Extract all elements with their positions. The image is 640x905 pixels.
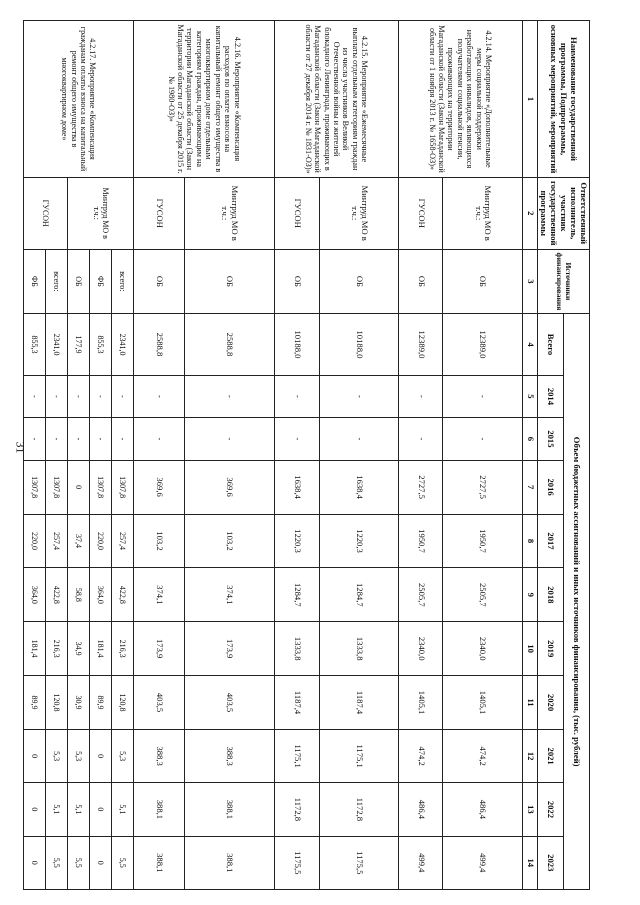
funding-source: всего: [46,249,68,314]
year-header: 2019 [537,622,563,676]
funding-value: - [90,418,112,461]
funding-value: 5,3 [68,729,90,782]
column-number: 4 [522,314,537,375]
executor: Минтруд МО в т.ч.: [184,178,274,250]
funding-value: 1405,1 [443,676,522,730]
funding-value: 1950,7 [398,514,443,568]
funding-value: 2341,0 [112,314,134,375]
funding-value: 1175,5 [319,836,398,889]
funding-value: 257,4 [46,514,68,568]
funding-value: 474,2 [443,729,522,782]
funding-value: 1284,7 [274,568,319,622]
funding-value: 1187,4 [274,676,319,730]
funding-value: 10188,0 [274,314,319,375]
column-number: 14 [522,836,537,889]
funding-value: 388,1 [184,783,274,836]
year-header: 2014 [537,375,563,418]
funding-value: 103,2 [184,514,274,568]
funding-value: 5,5 [112,836,134,889]
funding-value: 1405,1 [398,676,443,730]
funding-value: 364,0 [90,568,112,622]
funding-value: 220,0 [24,514,46,568]
funding-value: 422,8 [46,568,68,622]
funding-value: 5,5 [46,836,68,889]
funding-value: 1307,8 [90,460,112,514]
rotated-table-container [30,20,590,890]
funding-value: 1172,8 [274,783,319,836]
funding-value: 2340,0 [443,622,522,676]
funding-value: - [112,418,134,461]
page-number: 31 [13,441,28,454]
funding-value: 257,4 [112,514,134,568]
funding-value: 1175,1 [319,729,398,782]
executor: Минтруд МО в т.ч.: [443,178,522,250]
funding-source: всего: [112,249,134,314]
funding-value: - [24,418,46,461]
funding-value: - [133,418,184,461]
funding-table [23,20,590,890]
column-number: 12 [522,729,537,782]
year-header: 2018 [537,568,563,622]
funding-value: 103,2 [133,514,184,568]
year-header: 2016 [537,460,563,514]
funding-value: 855,3 [90,314,112,375]
funding-value: 58,8 [68,568,90,622]
funding-value: - [319,375,398,418]
table-row [319,21,398,890]
funding-value: 37,4 [68,514,90,568]
table-row [112,21,134,890]
year-header: 2023 [537,836,563,889]
funding-value: - [443,375,522,418]
funding-value: 499,4 [443,836,522,889]
funding-value: - [184,375,274,418]
funding-value: 1307,8 [46,460,68,514]
col-header-source: Источники финансирования [537,249,589,314]
funding-source: ОБ [274,249,319,314]
funding-value: 177,9 [68,314,90,375]
funding-value: 173,9 [184,622,274,676]
funding-source: ОБ [184,249,274,314]
funding-value: 2505,7 [398,568,443,622]
funding-value: 0 [90,783,112,836]
funding-value: 1175,1 [274,729,319,782]
year-header: 2021 [537,729,563,782]
funding-value: 181,4 [90,622,112,676]
funding-value: 1220,3 [274,514,319,568]
funding-value: 89,9 [90,676,112,730]
funding-value: 30,9 [68,676,90,730]
funding-value: 2588,8 [184,314,274,375]
funding-value: 374,1 [184,568,274,622]
funding-value: 181,4 [24,622,46,676]
funding-value: 1284,7 [319,568,398,622]
year-header: Всего [537,314,563,375]
measure-name: 4.2.17. Мероприятие «Компенсация гражданам оплаты взноса на капитальный ремонт общего имущества в многоквартирном доме» [24,21,134,178]
funding-source: ФБ [24,249,46,314]
funding-value: 10188,0 [319,314,398,375]
funding-value: 120,8 [112,676,134,730]
col-header-name: Наименование государственной программы, Подпрограммы, основных мероприятий, мероприятий [537,21,589,178]
year-header: 2020 [537,676,563,730]
funding-value: 2505,7 [443,568,522,622]
funding-value: 2341,0 [46,314,68,375]
funding-value: - [90,375,112,418]
year-header: 2017 [537,514,563,568]
funding-value: 12389,0 [398,314,443,375]
funding-value: 1172,8 [319,783,398,836]
funding-value: - [274,418,319,461]
measure-name: 4.2.14. Мероприятие «Дополнительные меры социальной поддержки неработающих инвалидов, являющихся получателями социальной пенсии, проживающих на территории Магаданской области (Закон Магаданской области от 1 ноября 2013 г. № 1658-ОЗ)» [398,21,522,178]
funding-value: - [112,375,134,418]
funding-value: 0 [90,836,112,889]
funding-value: 0 [24,729,46,782]
funding-value: 388,1 [133,836,184,889]
funding-value: 403,5 [184,676,274,730]
funding-value: 5,3 [112,729,134,782]
table-row [184,21,274,890]
column-number: 1 [522,21,537,178]
funding-value: 1638,4 [274,460,319,514]
executor: ГУСОН [133,178,184,250]
funding-value: 422,8 [112,568,134,622]
funding-source: ОБ [398,249,443,314]
funding-value: 403,5 [133,676,184,730]
column-number: 10 [522,622,537,676]
funding-value: 173,9 [133,622,184,676]
funding-value: 1333,8 [319,622,398,676]
col-header-funding: Объем бюджетных ассигнований и иных источников финансирования, (тыс. рублей) [563,314,589,890]
funding-value: 0 [24,836,46,889]
funding-value: - [184,418,274,461]
funding-value: - [46,375,68,418]
funding-value: 364,0 [24,568,46,622]
column-number: 5 [522,375,537,418]
funding-value: 1950,7 [443,514,522,568]
funding-value: 2727,5 [443,460,522,514]
executor: ГУСОН [24,178,68,250]
funding-value: 369,6 [184,460,274,514]
funding-value: 1307,8 [112,460,134,514]
funding-value: - [68,375,90,418]
funding-source: ОБ [319,249,398,314]
executor: ГУСОН [274,178,319,250]
funding-value: 0 [24,783,46,836]
funding-value: 5,1 [112,783,134,836]
funding-value: 0 [68,460,90,514]
funding-value: 486,4 [443,783,522,836]
funding-value: - [68,418,90,461]
funding-value: 220,0 [90,514,112,568]
column-number: 9 [522,568,537,622]
funding-value: 1220,3 [319,514,398,568]
column-number: 8 [522,514,537,568]
funding-value: 120,8 [46,676,68,730]
funding-value: 374,1 [133,568,184,622]
column-number: 2 [522,178,537,250]
executor: ГУСОН [398,178,443,250]
funding-value: 216,3 [46,622,68,676]
column-number: 13 [522,783,537,836]
funding-source: ФБ [90,249,112,314]
funding-value: 1175,5 [274,836,319,889]
funding-value: 34,9 [68,622,90,676]
funding-value: - [443,418,522,461]
funding-value: 1638,4 [319,460,398,514]
funding-value: 2727,5 [398,460,443,514]
funding-source: ОБ [133,249,184,314]
funding-value: 486,4 [398,783,443,836]
funding-value: 89,9 [24,676,46,730]
funding-value: 5,5 [68,836,90,889]
funding-value: 216,3 [112,622,134,676]
funding-value: - [133,375,184,418]
funding-value: 388,3 [133,729,184,782]
funding-value: 5,1 [68,783,90,836]
funding-value: 855,3 [24,314,46,375]
funding-value: 474,2 [398,729,443,782]
executor: Минтруд МО в т.ч.: [319,178,398,250]
funding-value: - [24,375,46,418]
funding-value: - [274,375,319,418]
measure-name: 4.2.15. Мероприятие «Ежемесячные выплаты отдельным категориям граждан из числа участников Великой Отечественной войны и жителей блокадного Ленинграда, проживающих в Магаданской области (Закон Магаданской области от 27 декабря 2014 г. № 1831-ОЗ)» [274,21,398,178]
funding-value: 1333,8 [274,622,319,676]
executor: Минтруд МО в т.ч.: [68,178,134,250]
year-header: 2022 [537,783,563,836]
funding-value: - [319,418,398,461]
funding-value: 388,1 [133,783,184,836]
funding-value: - [398,418,443,461]
col-header-executor: Ответственный исполнитель, участник государственной программы [537,178,589,250]
funding-source: ОБ [443,249,522,314]
funding-value: 388,1 [184,836,274,889]
funding-value: - [46,418,68,461]
table-rotation-wrapper [30,20,590,890]
measure-name: 4.2.16. Мероприятие «Компенсация расходов по оплате взносов на капитальный ремонт общего имущества в многоквартирном доме отдельным категориям граждан, проживающим на территории Магаданской области (Закон Магаданской области от 25 декабря 2015 г. № 1980-ОЗ)» [133,21,274,178]
funding-value: 1187,4 [319,676,398,730]
column-number: 11 [522,676,537,730]
funding-value: 1307,8 [24,460,46,514]
funding-source: ОБ [68,249,90,314]
funding-value: 0 [90,729,112,782]
funding-value: 2588,8 [133,314,184,375]
year-header: 2015 [537,418,563,461]
funding-value: 5,1 [46,783,68,836]
column-number: 7 [522,460,537,514]
table-row [443,21,522,890]
column-number: 3 [522,249,537,314]
funding-value: 499,4 [398,836,443,889]
funding-value: 388,3 [184,729,274,782]
funding-value: 2340,0 [398,622,443,676]
funding-value: 369,6 [133,460,184,514]
funding-value: 12389,0 [443,314,522,375]
funding-value: - [398,375,443,418]
column-number: 6 [522,418,537,461]
funding-value: 5,3 [46,729,68,782]
